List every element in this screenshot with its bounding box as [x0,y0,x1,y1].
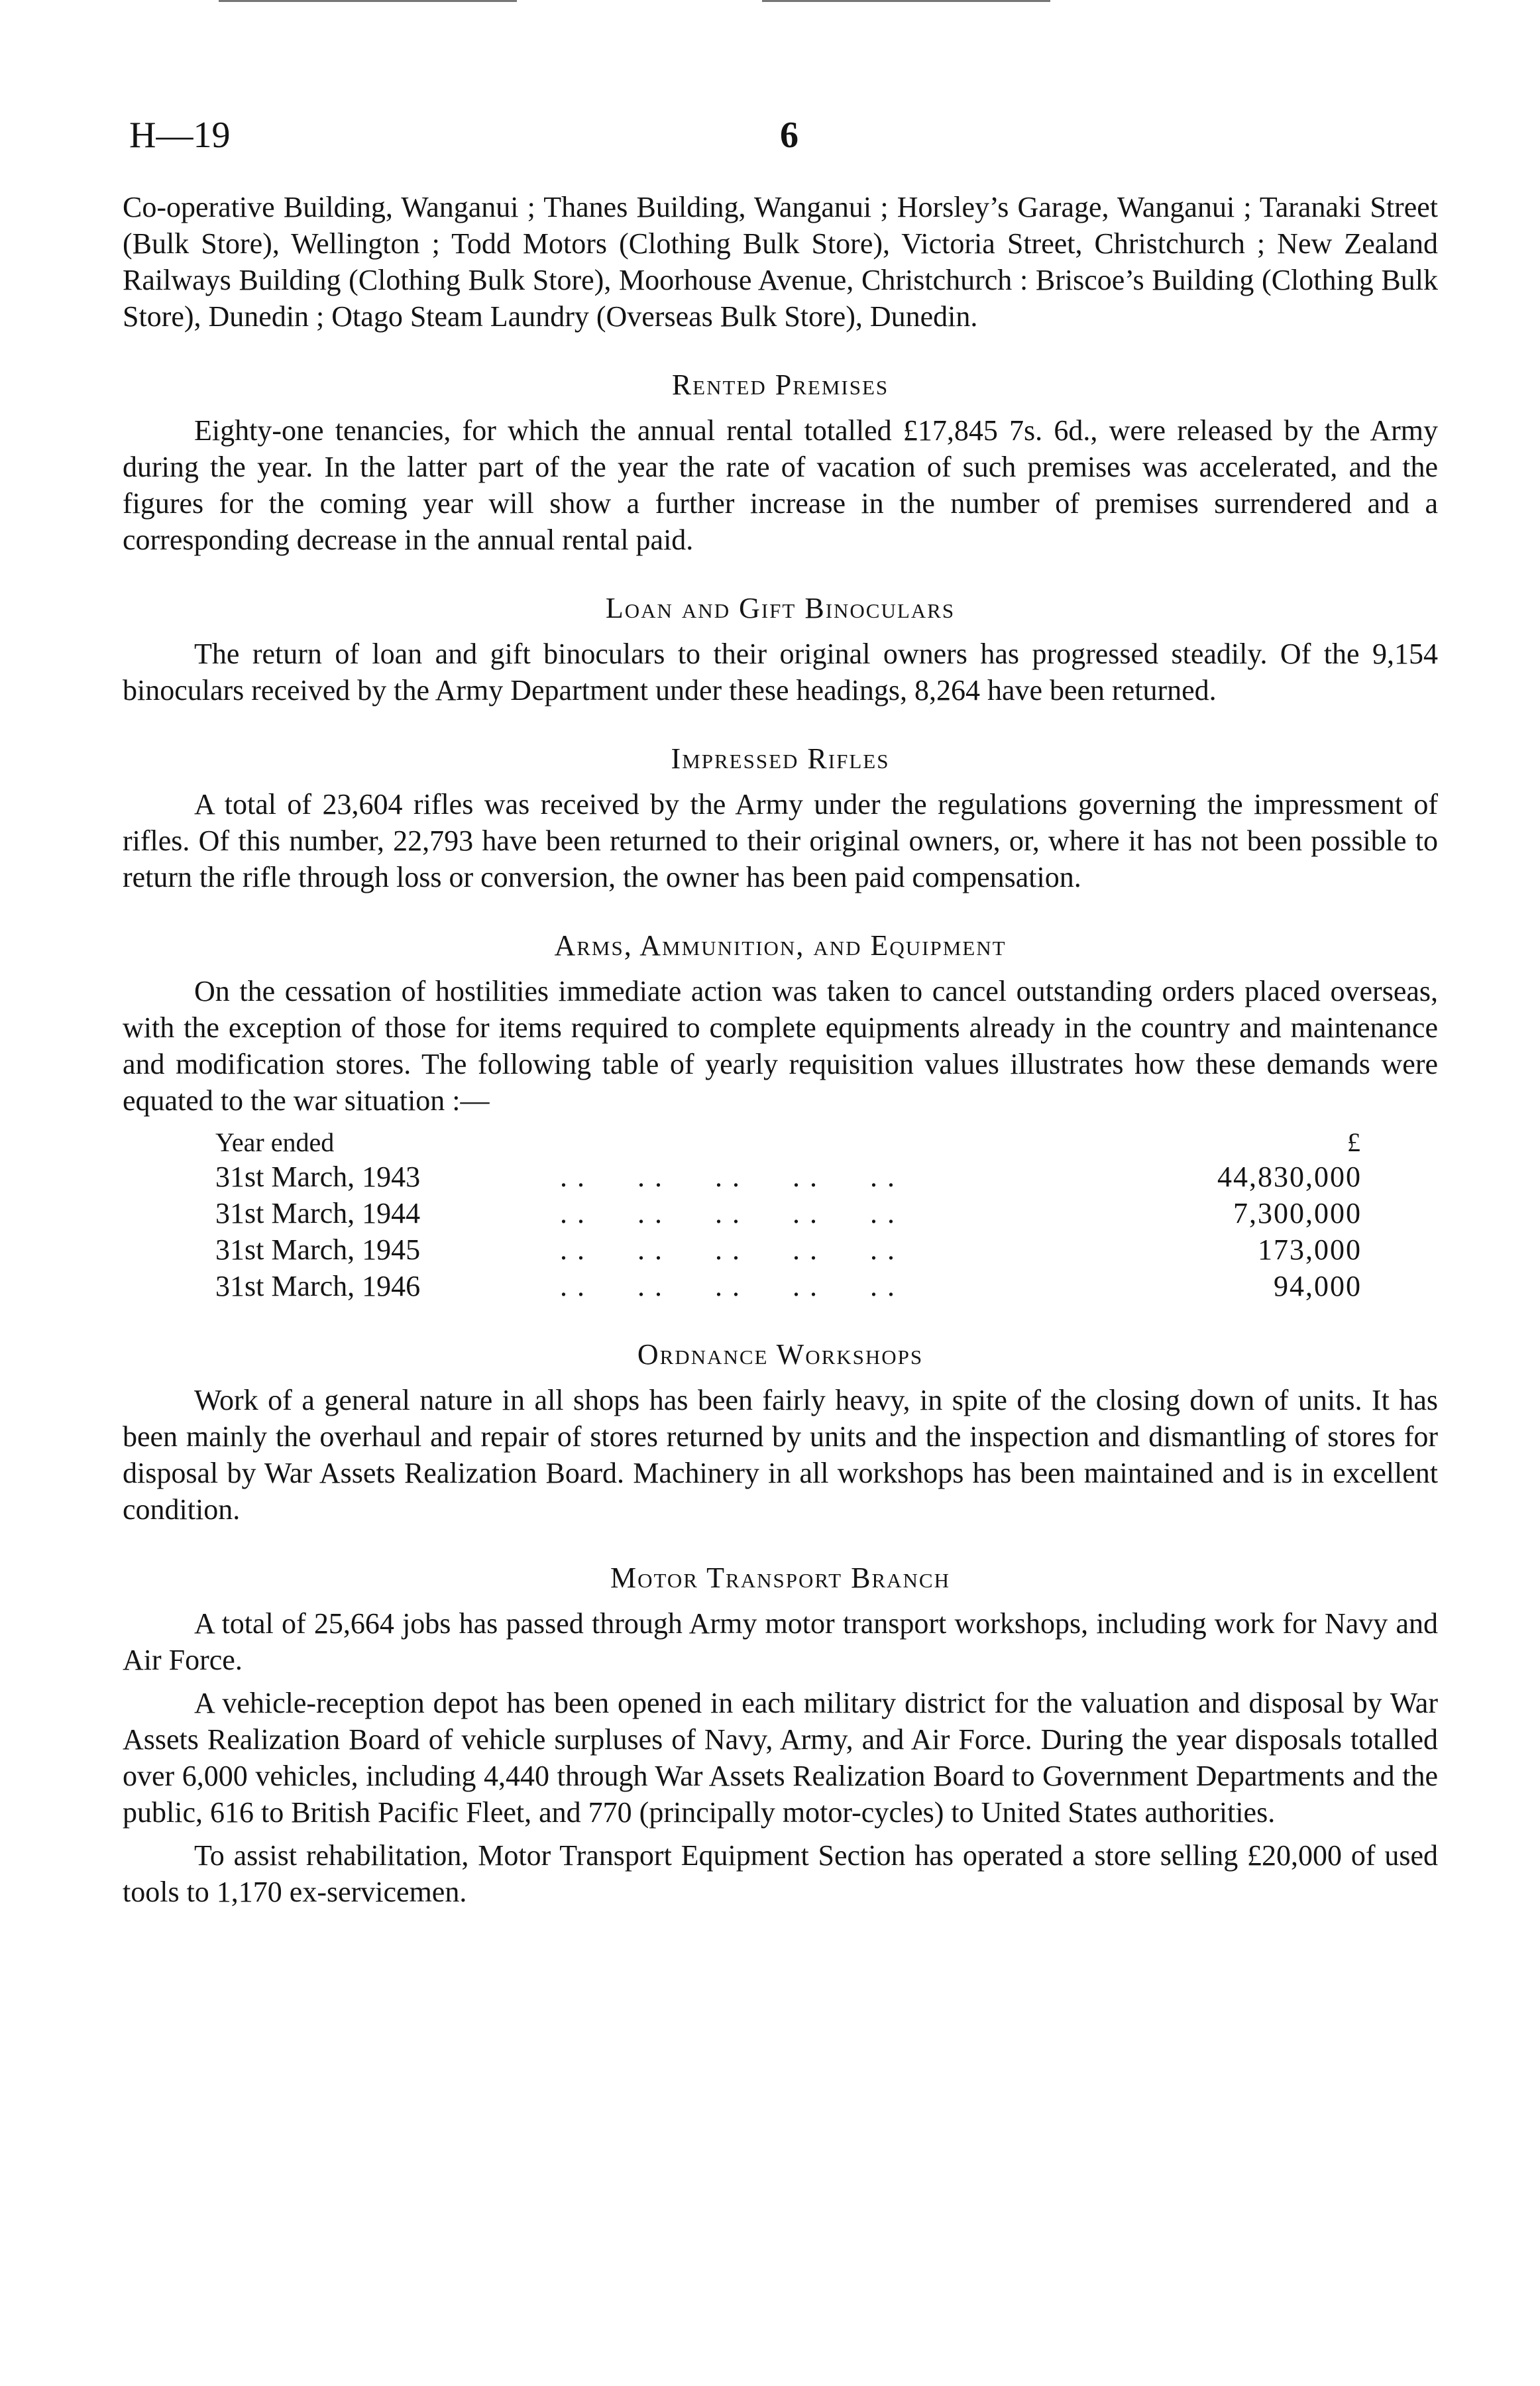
binoculars-paragraph: The return of loan and gift binoculars to their original owners has progressed steadily. Of the 9,154 binoculars received by the Army Department under these headings, 8,264 have been returned. [123,638,1438,707]
page-number: 6 [780,115,798,156]
arms-paragraph: On the cessation of hostilities immediate action was taken to cancel outstanding orders placed overseas, with the exception of those for items required to complete equipments already in the country and maintenance and modification stores. The following table of yearly requisition values illustrates how these demands were equated to the war situation :— [123,975,1438,1117]
row-year: 31st March, 1944 [215,1197,421,1229]
column-header-spacer [560,1127,1110,1159]
workshops-paragraph: Work of a general nature in all shops has been fairly heavy, in spite of the closing down of units. It has been mainly the overhaul and repair of stores returned by units and the inspection and dismantling of stores for disposal by War Assets Realization Board. Machinery in all workshops has been maintained and is in excellent condition. [123,1384,1438,1526]
motor-paragraph-3: To assist rehabilitation, Motor Transport Equipment Section has operated a store selling £20,000 of used tools to 1,170 ex-servicemen. [123,1839,1438,1908]
motor-paragraph-1: A total of 25,664 jobs has passed through Army motor transport workshops, including work for Navy and Air Force. [123,1607,1438,1676]
table-header-row [215,1127,1362,1159]
document-reference: H—19 [129,115,231,156]
requisition-values-table [215,1127,1362,1304]
heading-impressed-rifles: Impressed Rifles [671,742,890,775]
rifles-paragraph: A total of 23,604 rifles was received by the Army under the regulations governing the impressment of rifles. Of this number, 22,793 have been returned to their original owners, or, where it has not been possible to return the rifle through loss or conversion, the owner has been paid compensation. [123,788,1438,893]
heading-motor-transport-branch: Motor Transport Branch [610,1562,950,1594]
rented-premises-paragraph: Eighty-one tenancies, for which the annual rental totalled £17,845 7s. 6d., were released by the Army during the year. In the latter part of the year the rate of vacation of such premises was accelerated, and the figures for the coming year will show a further increase in the number of premises surrendered and a corresponding decrease in the annual rental paid. [123,414,1438,556]
table-row [215,1231,1362,1268]
row-year: 31st March, 1945 [215,1233,421,1266]
row-value: 7,300,000 [1233,1197,1362,1229]
page-header [129,114,1438,154]
row-leader-dots: . . . . . . . . . . [560,1270,896,1302]
row-leader-dots: . . . . . . . . . . [560,1161,896,1193]
motor-paragraph-2: A vehicle-reception depot has been opened in each military district for the valuation and disposal by War Assets Realization Board of vehicle surpluses of Navy, Army, and Air Force. During the year disposals totalled over 6,000 vehicles, including 4,440 through War Assets Realization Board to Government Departments and the public, 616 to British Pacific Fleet, and 770 (principally motor-cycles) to United States authorities. [123,1687,1438,1829]
table-row [215,1195,1362,1231]
page-body [123,189,1438,1910]
heading-rented-premises: Rented Premises [671,369,889,401]
row-value: 44,830,000 [1217,1161,1362,1193]
heading-ordnance-workshops: Ordnance Workshops [637,1338,924,1371]
intro-paragraph: Co-operative Building, Wanganui ; Thanes Building, Wanganui ; Horsley’s Garage, Wanganui ; Taranaki Street (Bulk Store), Wellington ; Todd Motors (Clothing Bulk Store), Victoria Street, Christchurch ; New Zealand Railways Building (Clothing Bulk Store), Moorhouse Avenue, Christchurch : Briscoe’s Building (Clothing Bulk Store), Dunedin ; Otago Steam Laundry (Overseas Bulk Store), Dunedin. [123,191,1438,333]
row-value: 173,000 [1258,1233,1362,1266]
table-row [215,1159,1362,1195]
table-row [215,1268,1362,1304]
heading-loan-gift-binoculars: Loan and Gift Binoculars [605,592,956,624]
row-year: 31st March, 1943 [215,1161,421,1193]
row-leader-dots: . . . . . . . . . . [560,1233,896,1266]
row-value: 94,000 [1274,1270,1362,1302]
column-header-value: £ [1347,1127,1362,1157]
row-year: 31st March, 1946 [215,1270,421,1302]
top-rule-left [219,0,517,2]
top-rule-right [762,0,1050,2]
column-header-year: Year ended [215,1127,335,1157]
heading-arms-ammunition-equipment: Arms, Ammunition, and Equipment [554,929,1007,962]
row-leader-dots: . . . . . . . . . . [560,1197,896,1229]
